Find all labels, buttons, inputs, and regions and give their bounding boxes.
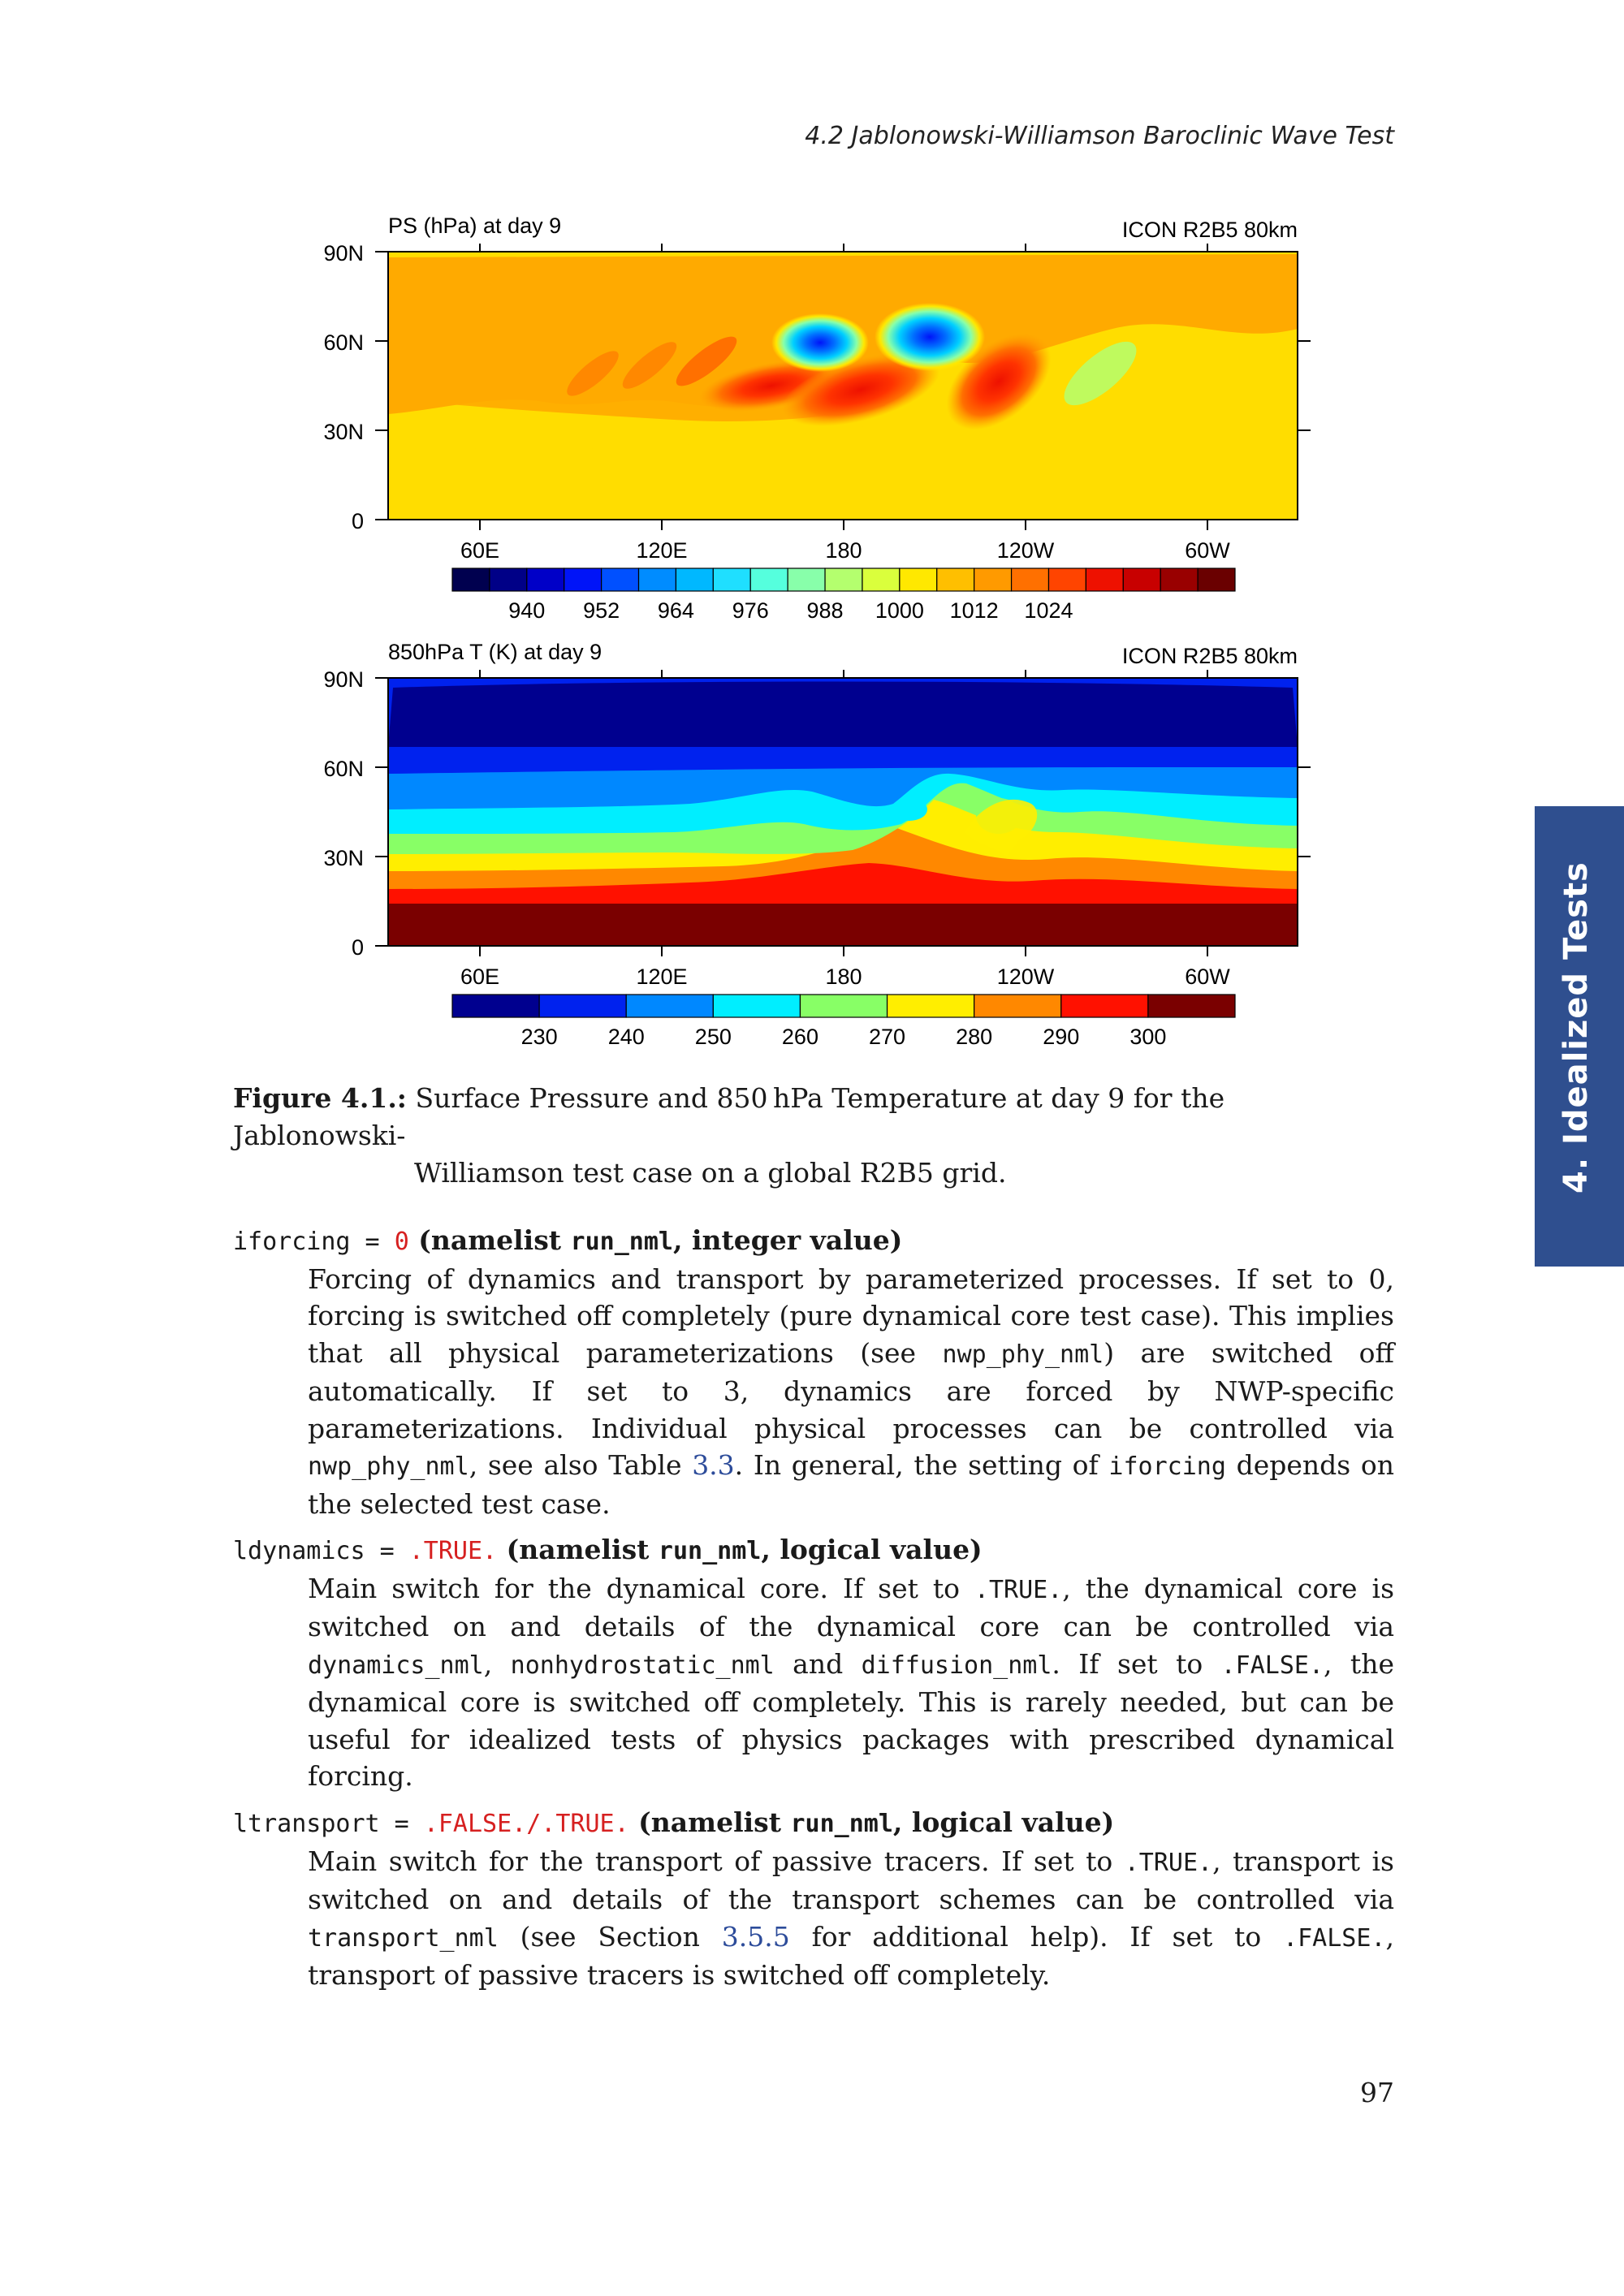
entry-value: 0 xyxy=(394,1228,409,1256)
cross-reference-link[interactable]: 3.5.5 xyxy=(721,1920,790,1953)
ps-field xyxy=(388,252,1298,520)
body-text: depends on the selected test case. xyxy=(308,1449,1394,1520)
ps-low-1 xyxy=(771,313,869,372)
ps-colorbar-swatch xyxy=(788,568,825,591)
t-colorbar-label: 260 xyxy=(781,1025,818,1049)
ps-colorbar-swatch xyxy=(452,568,490,591)
ps-colorbar-swatch xyxy=(1123,568,1160,591)
ps-colorbar-label: 940 xyxy=(508,598,546,623)
ps-low-2 xyxy=(875,303,985,371)
t-colorbar-swatch xyxy=(888,995,974,1017)
ps-lon-label: 60E xyxy=(460,538,500,563)
ps-lon-label: 60W xyxy=(1185,538,1230,563)
namelist-entry-ldynamics xyxy=(233,1531,1394,1795)
body-text: . If set to xyxy=(1052,1647,1221,1680)
entry-var: ldynamics xyxy=(233,1537,365,1565)
code-token: diffusion_nml xyxy=(861,1651,1052,1680)
ps-colorbar-swatch xyxy=(1198,568,1235,591)
code-token: .FALSE. xyxy=(1220,1651,1324,1680)
t-lon-labels xyxy=(460,965,1230,989)
body-text: , transport of passive tracers is switched off completely. xyxy=(308,1920,1394,1991)
ps-colorbar-swatch xyxy=(974,568,1012,591)
ps-colorbar-swatch xyxy=(1160,568,1198,591)
ps-colorbar-swatch xyxy=(825,568,862,591)
ps-lon-label: 180 xyxy=(825,538,862,563)
code-token: .FALSE. xyxy=(1283,1923,1386,1953)
cross-reference-link[interactable]: 3.3 xyxy=(692,1449,735,1481)
body-text: Forcing of dynamics and transport by parameterized processes. If set to 0, forcing is switched off completely (pure dynamical core test case). This implies that all physical parameterizations (see xyxy=(308,1262,1394,1369)
t-colorbar-label: 280 xyxy=(956,1025,993,1049)
ps-colorbar-swatch xyxy=(1012,568,1049,591)
t-colorbar-labels xyxy=(521,1025,1167,1049)
entry-desc-after: , integer value) xyxy=(672,1224,903,1256)
ps-colorbar-label: 1024 xyxy=(1024,598,1073,623)
ps-colorbar-swatch xyxy=(676,568,713,591)
entry-head xyxy=(233,1531,1394,1570)
body-text: . In general, the setting of xyxy=(734,1449,1109,1481)
body-text: (see Section xyxy=(498,1920,722,1953)
entry-namelist: run_nml xyxy=(658,1537,762,1565)
entry-value: .TRUE. xyxy=(408,1537,498,1565)
ps-lat-label: 90N xyxy=(323,241,364,265)
ps-lat-label: 60N xyxy=(323,330,364,355)
ps-colorbar-swatch xyxy=(750,568,788,591)
entry-desc-after: , logical value) xyxy=(892,1806,1115,1838)
entry-namelist: run_nml xyxy=(790,1810,893,1838)
body-text: , see also Table xyxy=(469,1449,693,1481)
t-colorbar-swatch xyxy=(800,995,887,1017)
code-token: .TRUE. xyxy=(1124,1848,1213,1877)
entry-namelist: run_nml xyxy=(570,1228,673,1256)
t-colorbar-label: 240 xyxy=(607,1025,645,1049)
body-text: , xyxy=(483,1647,511,1680)
ps-colorbar-swatch xyxy=(1048,568,1086,591)
chapter-side-tab-label: 4. Idealized Tests xyxy=(1557,861,1595,1193)
t-lat-label: 30N xyxy=(323,846,364,870)
t-lat-label: 0 xyxy=(351,935,364,960)
entry-eq: = xyxy=(379,1810,424,1838)
body-text: for additional help). If set to xyxy=(789,1920,1284,1953)
ps-colorbar-swatch xyxy=(527,568,564,591)
entry-eq: = xyxy=(350,1228,395,1256)
t-lat-label: 60N xyxy=(323,757,364,781)
code-token: dynamics_nml xyxy=(308,1651,484,1680)
ps-colorbar-swatch xyxy=(713,568,750,591)
ps-lon-labels xyxy=(460,538,1230,563)
t-field xyxy=(388,678,1298,946)
ps-colorbar-label: 1000 xyxy=(875,598,924,623)
body-text: Main switch for the transport of passive tracers. If set to xyxy=(308,1845,1125,1877)
code-token: nonhydrostatic_nml xyxy=(510,1651,775,1680)
ps-colorbar-swatch xyxy=(602,568,639,591)
t-colorbar-label: 230 xyxy=(520,1025,558,1049)
ps-colorbar-label: 988 xyxy=(806,598,844,623)
ps-colorbar xyxy=(452,568,1235,591)
entry-head xyxy=(233,1222,1394,1261)
t-colorbar-label: 300 xyxy=(1129,1025,1167,1049)
ps-colorbar-swatch xyxy=(1086,568,1123,591)
ps-colorbar-label: 976 xyxy=(732,598,769,623)
page-number: 97 xyxy=(1360,2077,1394,2108)
t-lat-label: 90N xyxy=(323,667,364,692)
t-lat-labels xyxy=(323,667,364,960)
t-lon-label: 60E xyxy=(460,965,500,989)
ps-colorbar-label: 952 xyxy=(583,598,620,623)
t-colorbar-swatch xyxy=(1148,995,1235,1017)
entry-eq: = xyxy=(365,1537,409,1565)
t-lon-label: 60W xyxy=(1185,965,1230,989)
t-colorbar-label: 250 xyxy=(694,1025,732,1049)
body-text: , transport is switched on and details of the transport schemes can be controlled via xyxy=(308,1845,1394,1915)
code-token: nwp_phy_nml xyxy=(942,1340,1104,1369)
t-lon-label: 180 xyxy=(825,965,862,989)
ps-colorbar-swatch xyxy=(937,568,974,591)
entry-head xyxy=(233,1804,1394,1843)
caption-text-line1: Surface Pressure and 850 hPa Temperature at day 9 for the Jablonowski- xyxy=(233,1082,1225,1151)
ps-colorbar-labels xyxy=(508,598,1073,623)
code-token: transport_nml xyxy=(308,1923,499,1953)
ps-lat-labels xyxy=(323,241,364,533)
running-header: 4.2 Jablonowski-Williamson Baroclinic Wave Test xyxy=(805,122,1394,150)
ps-colorbar-label: 964 xyxy=(657,598,694,623)
ps-right-title: ICON R2B5 80km xyxy=(1121,218,1298,242)
ps-lat-label: 30N xyxy=(323,420,364,444)
ps-colorbar-swatch xyxy=(900,568,937,591)
ps-lon-label: 120E xyxy=(636,538,688,563)
entry-body xyxy=(308,1843,1394,1994)
ps-colorbar-swatch xyxy=(490,568,527,591)
entry-desc-before: (namelist xyxy=(628,1806,791,1838)
t-colorbar-swatch xyxy=(713,995,800,1017)
body-text: Main switch for the dynamical core. If set to xyxy=(308,1572,974,1604)
t-lon-label: 120E xyxy=(636,965,688,989)
code-token: nwp_phy_nml xyxy=(308,1452,469,1481)
ps-title: PS (hPa) at day 9 xyxy=(388,214,562,238)
t-lon-label: 120W xyxy=(996,965,1055,989)
t-colorbar-swatch xyxy=(539,995,626,1017)
entry-desc-before: (namelist xyxy=(408,1224,571,1256)
t-title: 850hPa T (K) at day 9 xyxy=(388,640,603,664)
caption-label: Figure 4.1.: xyxy=(233,1082,407,1114)
t-right-title: ICON R2B5 80km xyxy=(1121,644,1298,668)
figure-4-1 xyxy=(300,207,1324,1060)
entry-body xyxy=(308,1261,1394,1523)
body-text: , the dynamical core is switched off completely. This is rarely needed, but can be useful for idealized tests of physics packages with prescribed dynamical forcing. xyxy=(308,1647,1394,1792)
body-text: , the dynamical core is switched on and details of the dynamical core can be controlled via xyxy=(308,1572,1395,1642)
namelist-entry-iforcing xyxy=(233,1222,1394,1522)
t-colorbar-label: 270 xyxy=(869,1025,906,1049)
ps-colorbar-swatch xyxy=(564,568,602,591)
t-colorbar-swatch xyxy=(452,995,539,1017)
ps-lon-label: 120W xyxy=(996,538,1055,563)
t-colorbar-swatch xyxy=(626,995,713,1017)
t-colorbar xyxy=(452,995,1235,1017)
ps-colorbar-label: 1012 xyxy=(949,598,999,623)
code-token: iforcing xyxy=(1108,1452,1226,1481)
figure-caption xyxy=(233,1080,1394,1192)
entry-var: ltransport xyxy=(233,1810,380,1838)
entry-desc-before: (namelist xyxy=(497,1534,659,1565)
namelist-entry-ltransport xyxy=(233,1804,1394,1994)
code-token: .TRUE. xyxy=(974,1575,1063,1604)
t-colorbar-label: 290 xyxy=(1043,1025,1080,1049)
entry-desc-after: , logical value) xyxy=(761,1534,983,1565)
ps-lat-label: 0 xyxy=(351,509,364,533)
entry-value: .FALSE./.TRUE. xyxy=(423,1810,629,1838)
t-swirl xyxy=(892,798,927,821)
entry-body xyxy=(308,1570,1394,1795)
ps-colorbar-swatch xyxy=(639,568,676,591)
ps-colorbar-swatch xyxy=(862,568,900,591)
caption-text-line2: Williamson test case on a global R2B5 grid. xyxy=(414,1157,1007,1189)
t-colorbar-swatch xyxy=(1061,995,1148,1017)
entry-var: iforcing xyxy=(233,1228,351,1256)
body-text: ) are switched off automatically. If set to 3, dynamics are forced by NWP-specific parameterizations. Individual physical processes can be controlled via xyxy=(308,1336,1394,1444)
body-text: and xyxy=(774,1647,862,1680)
t-colorbar-swatch xyxy=(974,995,1061,1017)
t-band xyxy=(388,682,1298,748)
